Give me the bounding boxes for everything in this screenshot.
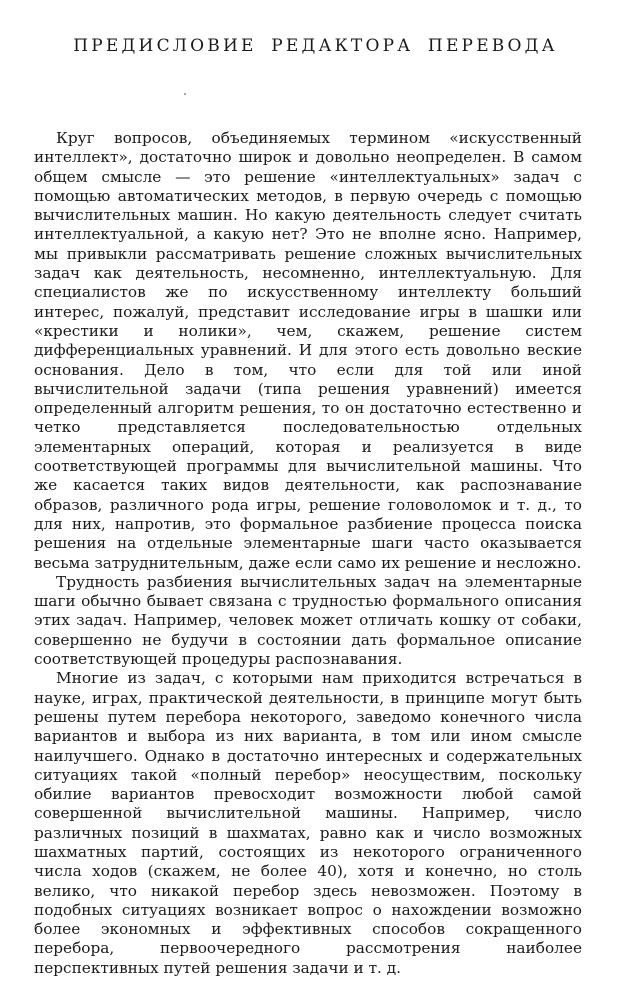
body-text: [34, 129, 582, 978]
print-speck: [184, 93, 186, 95]
paragraph-2: Трудность разбиения вычислительных задач на элементарные шаги обычно бывает связана с трудностью формального описания этих задач. Например, человек может отличать кошку от собаки, совершенно не будучи в состоянии дать формальное описание соответствующей процедуры распознавания.: [34, 572, 582, 669]
paragraph-1: Круг вопросов, объединяемых термином «искусственный интеллект», достаточно широк и довольно неопределен. В самом общем смысле — это решение «интеллектуальных» задач с помощью автоматических методов, в первую очередь с помощью вычислительных машин. Но какую деятельность следует считать интеллектуальной, а какую нет? Это не вполне ясно. Например, мы привыкли рассматривать решение сложных вычислительных задач как деятельность, несомненно, интеллектуальную. Для специалистов же по искусственному интеллекту больший интерес, пожалуй, представит исследование игры в шашки или «крестики и нолики», чем, скажем, решение систем дифференциальных уравнений. И для этого есть довольно веские основания. Дело в том, что если для той или иной вычислительной задачи (типа решения уравнений) имеется определенный алгоритм решения, то он достаточно естественно и четко представляется последовательностью отдельных элементарных операций, которая и реализуется в виде соответствующей программы для вычислительной машины. Что же касается таких видов деятельности, как распознавание образов, различного рода игры, решение головоломок и т. д., то для них, напротив, это формальное разбиение процесса поиска решения на отдельные элементарные шаги часто оказывается весьма затруднительным, даже если само их решение и несложно.: [34, 129, 582, 572]
page-title: ПРЕДИСЛОВИЕ РЕДАКТОРА ПЕРЕВОДА: [73, 36, 558, 56]
paragraph-3: Многие из задач, с которыми нам приходится встречаться в науке, играх, практической деятельности, в принципе могут быть решены путем перебора некоторого, заведомо конечного числа вариантов и выбора из них варианта, в том или ином смысле наилучшего. Однако в достаточно интересных и содержательных ситуациях такой «полный перебор» неосуществим, поскольку обилие вариантов превосходит возможности любой самой совершенной вычислительной машины. Например, число различных позиций в шахматах, равно как и число возможных шахматных партий, состоящих из некоторого ограниченного числа ходов (скажем, не более 40), хотя и конечно, но столь велико, что никакой перебор здесь невозможен. Поэтому в подобных ситуациях возникает вопрос о нахождении возможно более экономных и эффективных способов сокращенного перебора, первоочередного рассмотрения наиболее перспективных путей решения задачи и т. д.: [34, 669, 582, 977]
